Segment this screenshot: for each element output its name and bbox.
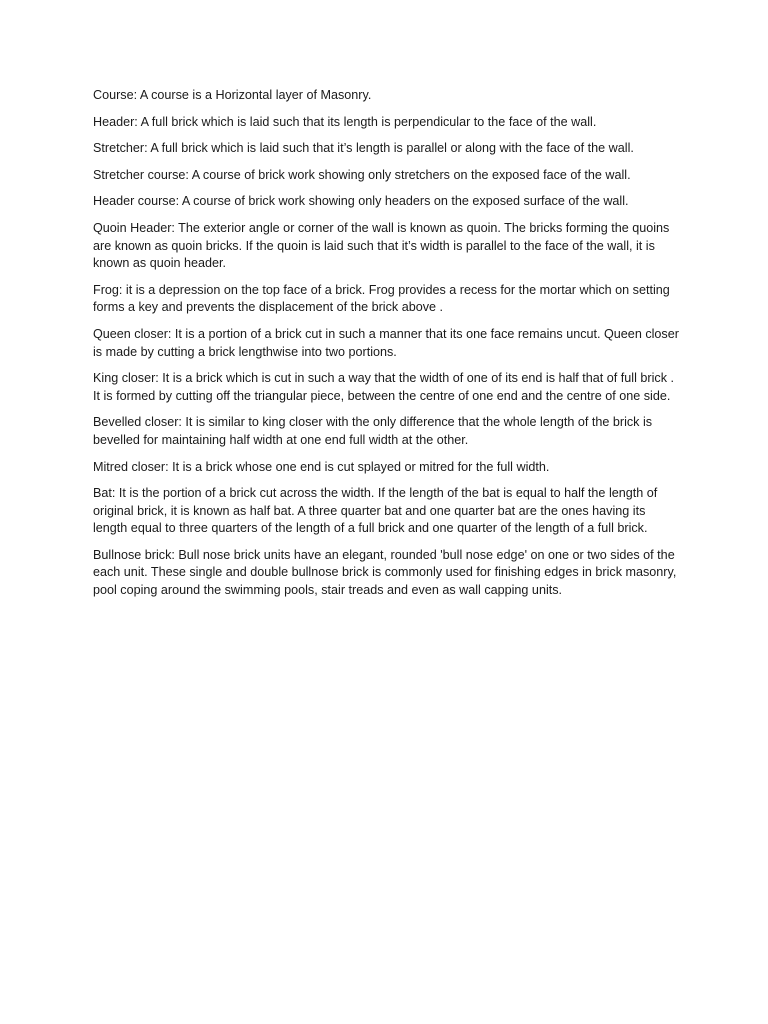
- paragraph-course: Course: A course is a Horizontal layer of Masonry.: [93, 88, 372, 102]
- paragraph-bullnose-brick: Bullnose brick: Bull nose brick units have an elegant, rounded 'bull nose edge' on one or two sides of the each unit. These single and double bullnose brick is commonly used for finishing edges in brick masonry, pool coping around the swimming pools, stair treads and even as wall capping units.: [93, 547, 677, 598]
- document-body: [93, 87, 683, 609]
- paragraph-king-closer: King closer: It is a brick which is cut in such a way that the width of one of its end is half that of full brick . It is formed by cutting off the triangular piece, between the centre of one end and the centre of one side.: [93, 371, 674, 403]
- paragraph-stretcher-course: Stretcher course: A course of brick work showing only stretchers on the exposed face of the wall.: [93, 167, 631, 182]
- paragraph-frog: Frog: it is a depression on the top face of a brick. Frog provides a recess for the mortar which on setting forms a key and prevents the displacement of the brick above .: [93, 282, 670, 315]
- paragraph-queen-closer: Queen closer: It is a portion of a brick cut in such a manner that its one face remains uncut. Queen closer is made by cutting a brick lengthwise into two portions.: [93, 326, 679, 359]
- paragraph-bat: Bat: It is the portion of a brick cut across the width. If the length of the bat is equal to half the length of original brick, it is known as half bat. A three quarter bat and one quarter bat are the ones having its length equal to three quarters of the length of a full brick and one quarter of the length of a full brick.: [93, 486, 658, 536]
- paragraph-stretcher: Stretcher: A full brick which is laid such that it’s length is parallel or along with the face of the wall.: [93, 141, 634, 156]
- paragraph-header-course: Header course: A course of brick work showing only headers on the exposed surface of the wall.: [93, 194, 629, 209]
- paragraph-mitred-closer: Mitred closer: It is a brick whose one end is cut splayed or mitred for the full width.: [93, 459, 550, 474]
- paragraph-bevelled-closer: Bevelled closer: It is similar to king closer with the only difference that the whole length of the brick is bevelled for maintaining half width at one end full width at the other.: [93, 415, 653, 447]
- paragraph-quoin-header: Quoin Header: The exterior angle or corner of the wall is known as quoin. The bricks forming the quoins are known as quoin bricks. If the quoin is laid such that it’s width is parallel to the face of the wall, it is known as quoin header.: [93, 220, 670, 271]
- paragraph-header: Header: A full brick which is laid such that its length is perpendicular to the face of the wall.: [93, 114, 597, 129]
